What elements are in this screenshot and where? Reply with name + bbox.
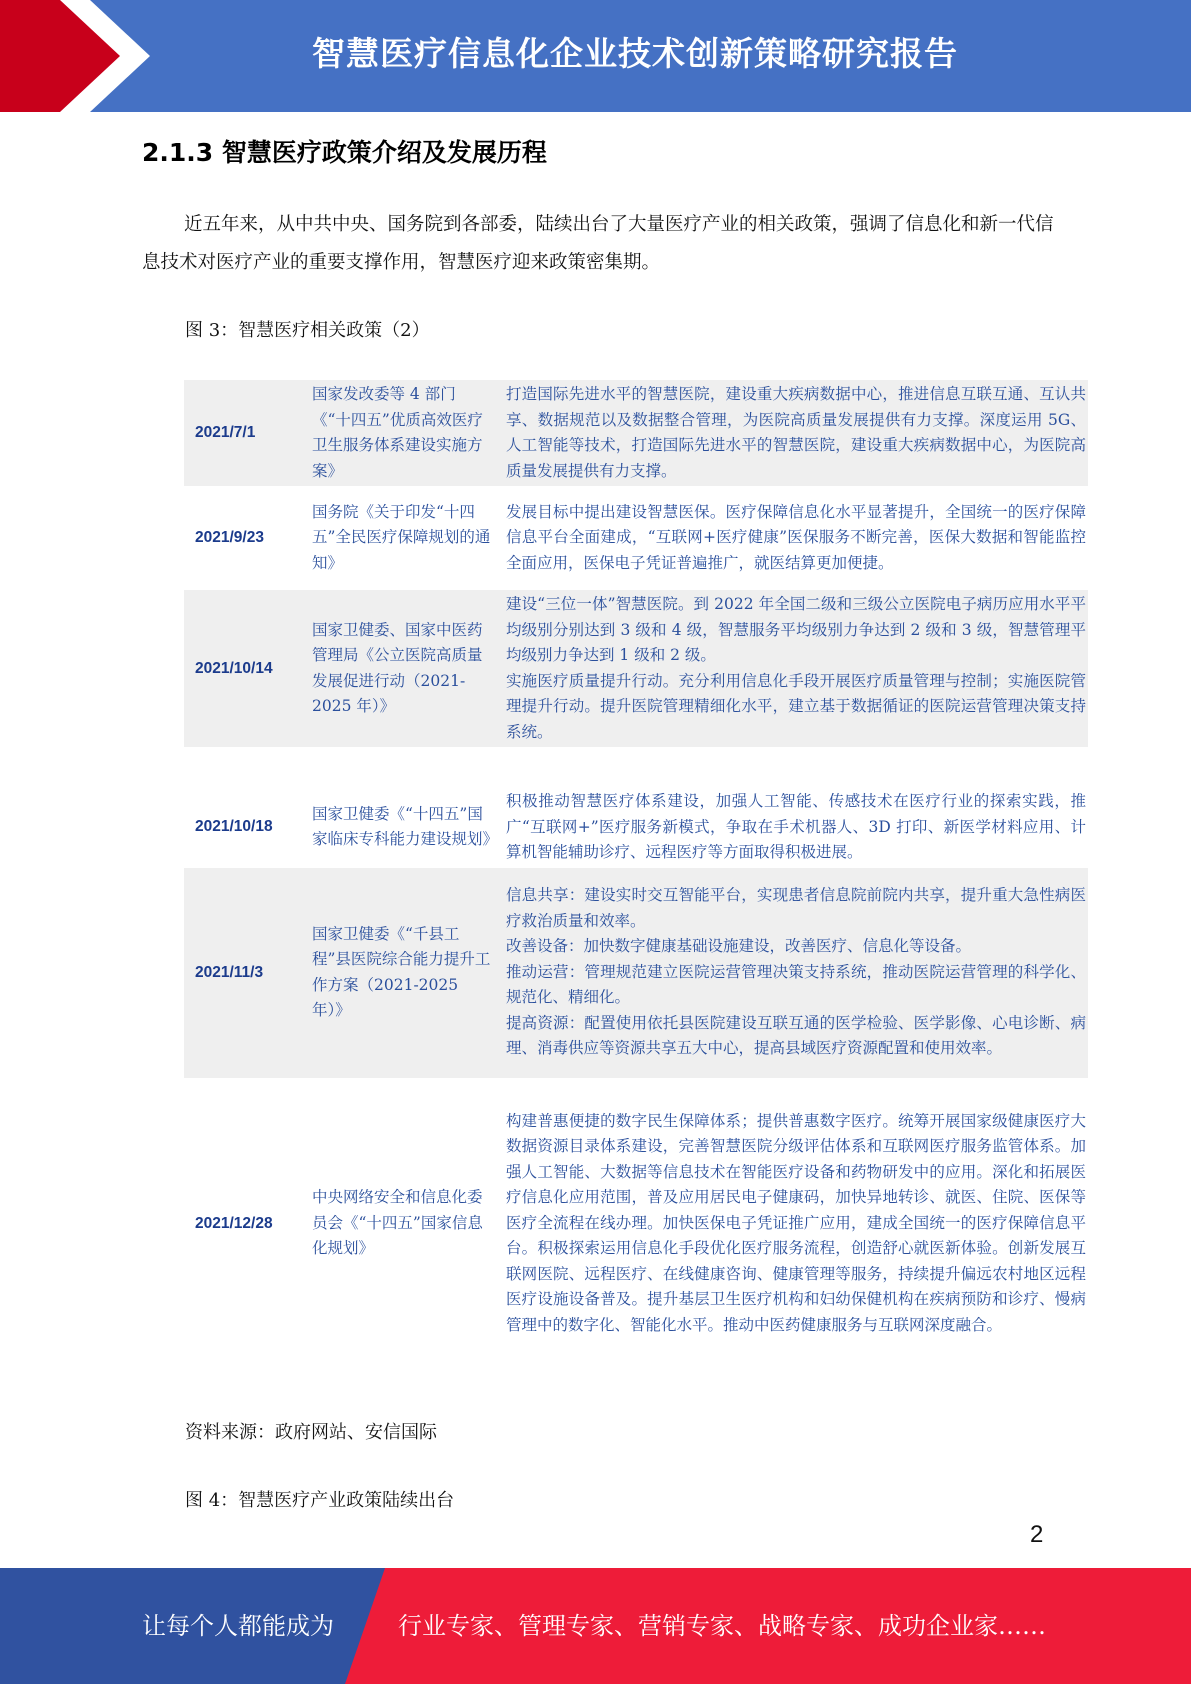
policy-date: 2021/9/23	[195, 529, 264, 546]
policy-content	[502, 380, 1088, 486]
page-number: 2	[1030, 1521, 1044, 1548]
policy-agency: 国家发改委等 4 部门《“十四五”优质高效医疗卫生服务体系建设实施方案》	[302, 380, 502, 486]
policy-date: 2021/7/1	[184, 380, 302, 486]
policy-content	[502, 1078, 1088, 1370]
policy-content-line: 推动运营：管理规范建立医院运营管理决策支持系统，推动医院运营管理的科学化、规范化、精细化。	[506, 962, 1086, 1007]
table-row	[184, 380, 1088, 486]
source-note: 资料来源：政府网站、安信国际	[185, 1422, 437, 1443]
policy-date: 2021/10/14	[184, 590, 302, 747]
policy-table-part-2	[184, 787, 1088, 1370]
figure-3-caption: 图 3：智慧医疗相关政策（2）	[185, 320, 430, 341]
policy-content-line: 实施医疗质量提升行动。充分利用信息化手段开展医疗质量管理与控制；实施医院管理提升行动。提升医院管理精细化水平，建立基于数据循证的医院运营管理决策支持系统。	[506, 671, 1086, 741]
table-row	[184, 1078, 1088, 1370]
policy-agency: 国家卫健委、国家中医药管理局《公立医院高质量发展促进行动（2021-2025 年）》	[302, 590, 502, 747]
policy-content-line: 建设“三位一体”智慧医院。到 2022 年全国二级和三级公立医院电子病历应用水平平均级别分别达到 3 级和 4 级，智慧服务平均级别力争达到 2 级和 3 级，智慧管理平均级别力争达到 1 级和 2 级。	[506, 595, 1086, 664]
table-row	[184, 868, 1088, 1078]
policy-date: 2021/10/18	[195, 818, 273, 836]
policy-agency: 国家卫健委《“十四五”国家临床专科能力建设规划》	[312, 804, 499, 849]
intro-paragraph: 近五年来，从中共中央、国务院到各部委，陆续出台了大量医疗产业的相关政策，强调了信息化和新一代信息技术对医疗产业的重要支撑作用，智慧医疗迎来政策密集期。	[142, 214, 1054, 273]
policy-agency: 中央网络安全和信息化委员会《“十四五”国家信息化规划》	[312, 1188, 483, 1258]
report-title: 智慧医疗信息化企业技术创新策略研究报告	[312, 34, 958, 73]
table-row	[184, 486, 1088, 590]
section-heading: 2.1.3 智慧医疗政策介绍及发展历程	[142, 138, 547, 167]
policy-content	[502, 486, 1088, 590]
policy-content-line: 打造国际先进水平的智慧医院，建设重大疾病数据中心，推进信息互联互通、互认共享、数据规范以及数据整合管理，为医院高质量发展提供有力支撑。深度运用 5G、人工智能等技术，打造国际先进水平的智慧医院，建设重大疾病数据中心，为医院高质量发展提供有力支撑。	[506, 385, 1086, 480]
page-footer	[0, 1568, 1191, 1684]
policy-date: 2021/12/28	[195, 1214, 273, 1232]
policy-content-line: 构建普惠便捷的数字民生保障体系；提供普惠数字医疗。统筹开展国家级健康医疗大数据资源目录体系建设，完善智慧医院分级评估体系和互联网医疗服务监管体系。加强人工智能、大数据等信息技术在智能医疗设备和药物研发中的应用。深化和拓展医疗信息化应用范围，普及应用居民电子健康码，加快异地转诊、就医、住院、医保等医疗全流程在线办理。加快医保电子凭证推广应用，建成全国统一的医疗保障信息平台。积极探索运用信息化手段优化医疗服务流程，创造舒心就医新体验。创新发展互联网医院、远程医疗、在线健康咨询、健康管理等服务，持续提升偏远农村地区远程医疗设施设备普及。提升基层卫生医疗机构和妇幼保健机构在疾病预防和诊疗、慢病管理中的数字化、智能化水平。推动中医药健康服务与互联网深度融合。	[506, 1111, 1086, 1334]
policy-content-line: 改善设备：加快数字健康基础设施建设，改善医疗、信息化等设备。	[506, 937, 972, 956]
table-row	[184, 590, 1088, 747]
policy-date: 2021/11/3	[184, 868, 302, 1078]
policy-content	[502, 787, 1088, 868]
policy-content	[502, 590, 1088, 747]
footer-slogan-right: 行业专家、管理专家、营销专家、战略专家、成功企业家……	[398, 1612, 1046, 1640]
policy-content-line: 信息共享：建设实时交互智能平台，实现患者信息院前院内共享，提升重大急性病医疗救治质量和效率。	[506, 886, 1086, 930]
footer-slogan-left: 让每个人都能成为	[142, 1612, 334, 1640]
page-header	[0, 0, 1191, 112]
figure-4-caption: 图 4：智慧医疗产业政策陆续出台	[185, 1490, 455, 1511]
table-row	[184, 787, 1088, 868]
policy-content-line: 积极推动智慧医疗体系建设，加强人工智能、传感技术在医疗行业的探索实践，推广“互联网+”医疗服务新模式，争取在手术机器人、3D 打印、新医学材料应用、计算机智能辅助诊疗、远程医疗等方面取得积极进展。	[506, 792, 1086, 861]
policy-content-line: 发展目标中提出建设智慧医保。医疗保障信息化水平显著提升，全国统一的医疗保障信息平台全面建成，“互联网+医疗健康”医保服务不断完善，医保大数据和智能监控全面应用，医保电子凭证普遍推广，就医结算更加便捷。	[506, 502, 1086, 572]
policy-agency: 国家卫健委《“千县工程”县医院综合能力提升工作方案（2021-2025 年）》	[302, 868, 502, 1078]
policy-content-line: 提高资源：配置使用依托县医院建设互联互通的医学检验、医学影像、心电诊断、病理、消毒供应等资源共享五大中心，提高县域医疗资源配置和使用效率。	[506, 1013, 1086, 1058]
policy-content	[502, 868, 1088, 1078]
policy-agency: 国务院《关于印发“十四五”全民医疗保障规划的通知》	[312, 502, 491, 572]
policy-table-part-1	[184, 380, 1088, 747]
